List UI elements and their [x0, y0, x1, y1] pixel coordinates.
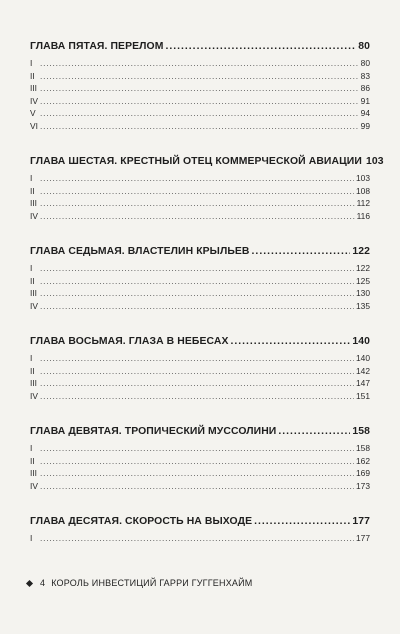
section-number: I [30, 533, 33, 543]
section-page: 86 [360, 83, 370, 93]
section-page: 80 [360, 58, 370, 68]
section-row[interactable] [30, 210, 370, 223]
section-number: I [30, 58, 33, 68]
section-row[interactable] [30, 532, 370, 545]
table-of-contents [30, 40, 384, 568]
dot-leader [40, 352, 354, 365]
dot-leader [252, 245, 351, 258]
dot-leader [40, 82, 359, 95]
section-number: I [30, 353, 33, 363]
section-row[interactable] [30, 455, 370, 468]
section-row[interactable] [30, 352, 370, 365]
section-row[interactable] [30, 95, 370, 108]
chapter-heading[interactable] [30, 40, 370, 53]
chapter-5 [30, 40, 370, 132]
section-row[interactable] [30, 287, 370, 300]
section-page: 112 [356, 198, 370, 208]
dot-leader [40, 390, 354, 403]
section-row[interactable] [30, 57, 370, 70]
section-page: 173 [356, 480, 370, 491]
section-number: I [30, 443, 33, 453]
page-footer [27, 578, 252, 588]
section-page: 83 [360, 70, 370, 81]
section-page: 103 [356, 173, 370, 183]
dot-leader [40, 275, 354, 288]
chapter-page: 80 [358, 41, 370, 52]
chapter-heading[interactable] [30, 515, 370, 528]
chapter-8 [30, 335, 370, 402]
section-number: III [30, 198, 37, 208]
section-row[interactable] [30, 390, 370, 403]
page-number: 4 [40, 578, 46, 588]
dot-leader [40, 300, 354, 313]
dot-leader [40, 70, 359, 83]
section-number: VI [30, 120, 38, 131]
dot-leader [165, 40, 356, 53]
chapter-page: 103 [365, 156, 384, 167]
dot-leader [40, 95, 359, 108]
section-row[interactable] [30, 120, 370, 133]
section-page: 108 [356, 185, 370, 196]
section-row[interactable] [30, 377, 370, 390]
section-row[interactable] [30, 300, 370, 313]
chapter-page: 122 [352, 246, 370, 257]
section-row[interactable] [30, 70, 370, 83]
section-row[interactable] [30, 82, 370, 95]
dot-leader [40, 532, 354, 545]
chapter-title: ГЛАВА ВОСЬМАЯ. ГЛАЗА В НЕБЕСАХ [30, 336, 229, 347]
dot-leader [40, 185, 354, 198]
section-number: IV [30, 390, 38, 401]
section-page: 122 [356, 263, 370, 273]
chapter-heading[interactable] [30, 245, 370, 258]
chapter-7 [30, 245, 370, 312]
section-page: 116 [356, 210, 370, 221]
dot-leader [254, 515, 350, 528]
section-row[interactable] [30, 467, 370, 480]
section-page: 147 [356, 378, 370, 388]
section-page: 162 [356, 455, 370, 466]
section-number: II [30, 455, 35, 466]
chapter-title: ГЛАВА СЕДЬМАЯ. ВЛАСТЕЛИН КРЫЛЬЕВ [30, 246, 250, 257]
section-row[interactable] [30, 185, 370, 198]
dot-leader [40, 442, 354, 455]
section-number: III [30, 378, 37, 388]
section-row[interactable] [30, 172, 370, 185]
dot-leader [40, 467, 354, 480]
section-number: IV [30, 210, 38, 221]
chapter-title: ГЛАВА ДЕВЯТАЯ. ТРОПИЧЕСКИЙ МУССОЛИНИ [30, 426, 277, 437]
chapter-title: ГЛАВА ШЕСТАЯ. КРЕСТНЫЙ ОТЕЦ КОММЕРЧЕСКОЙ АВИАЦИИ [30, 156, 362, 167]
chapter-title: ГЛАВА ПЯТАЯ. ПЕРЕЛОМ [30, 41, 164, 52]
section-number: IV [30, 95, 38, 106]
section-row[interactable] [30, 107, 370, 120]
section-page: 91 [360, 95, 370, 106]
chapter-6 [30, 155, 384, 222]
section-number: IV [30, 300, 38, 311]
section-page: 135 [356, 300, 370, 311]
section-page: 125 [356, 275, 370, 286]
dot-leader [40, 287, 354, 300]
dot-leader [40, 455, 354, 468]
section-row[interactable] [30, 197, 370, 210]
chapter-9 [30, 425, 370, 492]
section-number: I [30, 173, 33, 183]
dot-leader [40, 107, 359, 120]
chapter-page: 158 [352, 426, 370, 437]
dot-leader [40, 120, 359, 133]
section-page: 140 [356, 353, 370, 363]
section-number: IV [30, 480, 38, 491]
dot-leader [230, 335, 350, 348]
chapter-heading[interactable] [30, 335, 370, 348]
dot-leader [40, 197, 355, 210]
section-page: 99 [360, 120, 370, 131]
diamond-icon [26, 579, 33, 586]
section-number: III [30, 468, 37, 478]
dot-leader [40, 480, 354, 493]
dot-leader [40, 210, 355, 223]
section-number: II [30, 185, 35, 196]
section-page: 130 [356, 288, 370, 298]
section-page: 169 [356, 468, 370, 478]
chapter-10 [30, 515, 370, 545]
section-page: 142 [356, 365, 370, 376]
section-page: 158 [356, 443, 370, 453]
section-number: II [30, 70, 35, 81]
chapter-heading[interactable] [30, 155, 384, 168]
section-number: V [30, 108, 36, 118]
section-number: II [30, 275, 35, 286]
dot-leader [40, 262, 354, 275]
section-page: 177 [356, 533, 370, 543]
section-row[interactable] [30, 480, 370, 493]
dot-leader [40, 377, 354, 390]
chapter-page: 177 [352, 516, 370, 527]
dot-leader [40, 172, 354, 185]
section-row[interactable] [30, 275, 370, 288]
chapter-page: 140 [352, 336, 370, 347]
chapter-heading[interactable] [30, 425, 370, 438]
section-page: 151 [356, 390, 370, 401]
section-row[interactable] [30, 442, 370, 455]
section-number: III [30, 83, 37, 93]
dot-leader [278, 425, 350, 438]
running-title: КОРОЛЬ ИНВЕСТИЦИЙ ГАРРИ ГУГГЕНХАЙМ [51, 578, 253, 588]
section-row[interactable] [30, 365, 370, 378]
dot-leader [40, 57, 359, 70]
section-number: III [30, 288, 37, 298]
section-number: I [30, 263, 33, 273]
chapter-title: ГЛАВА ДЕСЯТАЯ. СКОРОСТЬ НА ВЫХОДЕ [30, 516, 253, 527]
dot-leader [40, 365, 354, 378]
section-page: 94 [360, 108, 370, 118]
section-number: II [30, 365, 35, 376]
section-row[interactable] [30, 262, 370, 275]
